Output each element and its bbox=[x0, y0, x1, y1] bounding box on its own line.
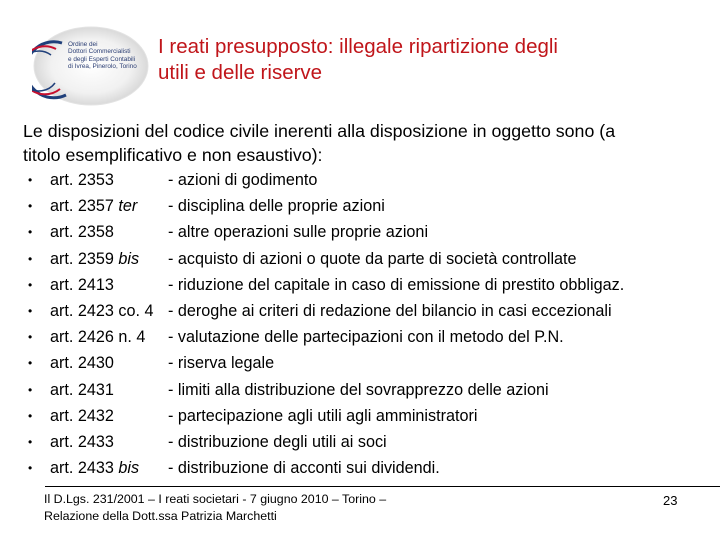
article-description: - distribuzione degli utili ai soci bbox=[168, 432, 387, 451]
bullet-icon: • bbox=[28, 356, 33, 371]
article-number: art. 2433 bis bbox=[50, 459, 140, 478]
article-description: - distribuzione di acconti sui dividendi. bbox=[168, 459, 440, 478]
footer-line-2: Relazione della Dott.ssa Patrizia Marchetti bbox=[44, 509, 277, 523]
bullet-icon: • bbox=[28, 173, 33, 187]
logo-line: Ordine dei bbox=[68, 41, 98, 48]
article-description: - disciplina delle proprie azioni bbox=[168, 197, 385, 216]
article-number: art. 2357 ter bbox=[50, 197, 138, 216]
article-description: - deroghe ai criteri di redazione del bilancio in casi eccezionali bbox=[168, 301, 612, 320]
article-number: art. 2353 bbox=[50, 171, 114, 189]
article-number: art. 2433 bbox=[50, 432, 114, 451]
logo bbox=[32, 25, 150, 107]
article-description: - partecipazione agli utili agli amministratori bbox=[168, 406, 478, 425]
slide-title bbox=[158, 34, 698, 86]
article-number: art. 2430 bbox=[50, 354, 114, 373]
logo-line: Dottori Commercialisti bbox=[68, 48, 131, 56]
intro-line-2: titolo esemplificativo e non esaustivo): bbox=[23, 145, 323, 165]
article-description: - limiti alla distribuzione del sovrapprezzo delle azioni bbox=[168, 380, 549, 399]
article-number: art. 2358 bbox=[50, 223, 114, 242]
footer-line-1: Il D.Lgs. 231/2001 – I reati societari - 7 giugno 2010 – Torino – bbox=[44, 492, 387, 506]
footer bbox=[44, 491, 386, 525]
article-description: - riserva legale bbox=[168, 354, 275, 373]
bullet-icon: • bbox=[28, 434, 33, 449]
bullet-icon: • bbox=[28, 251, 33, 266]
logo-line: di Ivrea, Pinerolo, Torino bbox=[68, 63, 137, 71]
article-description: - altre operazioni sulle proprie azioni bbox=[168, 223, 429, 242]
slide-title-line-2: utili e delle riserve bbox=[158, 61, 323, 84]
bullet-icon: • bbox=[28, 461, 33, 476]
article-number: art. 2432 bbox=[50, 406, 114, 425]
article-number: art. 2359 bis bbox=[50, 249, 140, 268]
article-description: - azioni di godimento bbox=[168, 171, 318, 189]
footer-divider bbox=[45, 486, 720, 487]
logo-line: e degli Esperti Contabili bbox=[68, 55, 136, 63]
article-number: art. 2426 n. 4 bbox=[50, 328, 146, 347]
bullet-icon: • bbox=[28, 330, 33, 345]
bullet-icon: • bbox=[28, 277, 33, 292]
article-description: - valutazione delle partecipazioni con il metodo del P.N. bbox=[168, 328, 564, 347]
logo-text bbox=[68, 41, 148, 71]
bullet-icon: • bbox=[28, 382, 33, 397]
article-number: art. 2431 bbox=[50, 380, 114, 399]
intro-paragraph bbox=[23, 119, 703, 167]
article-description: - riduzione del capitale in caso di emissione di prestito obbligaz. bbox=[168, 275, 625, 294]
page-number: 23 bbox=[663, 493, 678, 508]
bullet-icon: • bbox=[28, 408, 33, 423]
bullet-icon: • bbox=[28, 225, 33, 240]
bullet-icon: • bbox=[28, 199, 33, 214]
intro-line-1: Le disposizioni del codice civile inerenti alla disposizione in oggetto sono (a bbox=[23, 121, 616, 141]
slide-title-line-1: I reati presupposto: illegale ripartizione degli bbox=[158, 35, 558, 58]
bullet-icon: • bbox=[28, 303, 33, 318]
article-description: - acquisto di azioni o quote da parte di società controllate bbox=[168, 249, 577, 268]
article-number: art. 2413 bbox=[50, 275, 114, 294]
article-number: art. 2423 co. 4 bbox=[50, 301, 154, 320]
